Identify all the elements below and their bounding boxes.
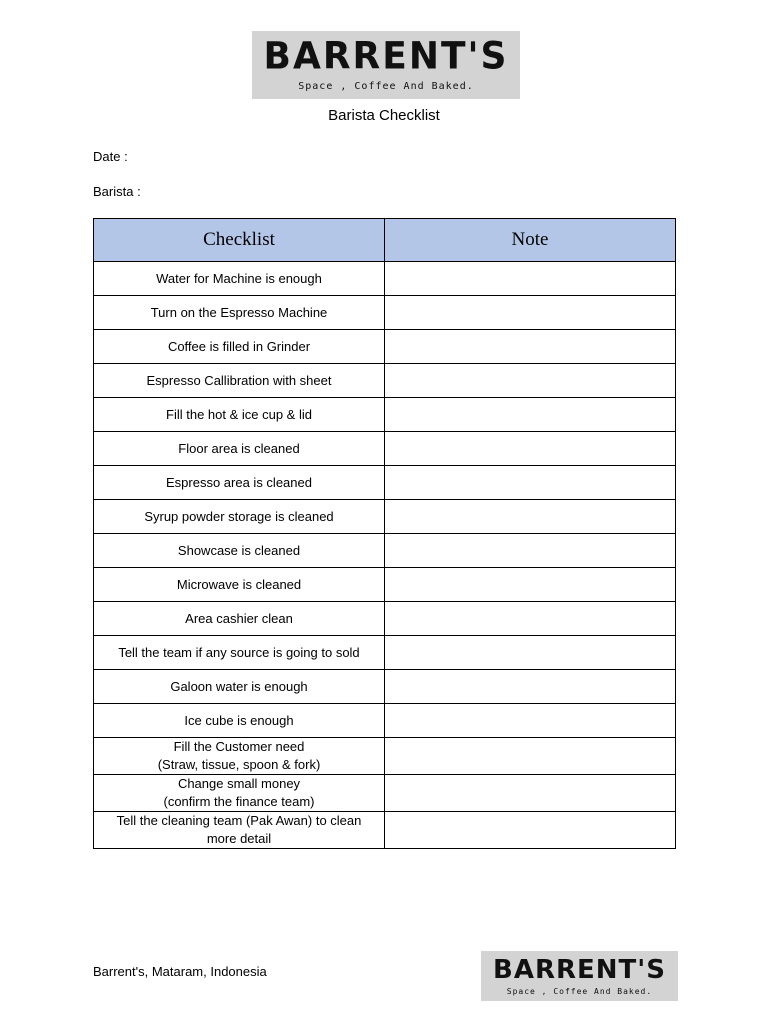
table-row — [94, 812, 676, 849]
checklist-item-text: (Straw, tissue, spoon & fork) — [157, 757, 321, 772]
checklist-item-text: (confirm the finance team) — [163, 794, 315, 809]
table-row — [94, 534, 676, 568]
note-cell[interactable] — [385, 432, 676, 466]
table-row — [94, 398, 676, 432]
footer-logo — [481, 951, 678, 1001]
table-row — [94, 704, 676, 738]
checklist-item-text: Fill the Customer need — [173, 739, 305, 754]
checklist-item-cell — [94, 812, 385, 849]
logo-wordmark: BARRENT'S — [263, 34, 509, 78]
checklist-item-text: Tell the cleaning team (Pak Awan) to clean — [116, 813, 362, 828]
logo-tagline: Space , Coffee And Baked. — [506, 986, 653, 996]
note-cell[interactable] — [385, 775, 676, 812]
note-cell[interactable] — [385, 812, 676, 849]
checklist-item-cell — [94, 262, 385, 296]
checklist-item-cell — [94, 738, 385, 775]
note-cell[interactable] — [385, 670, 676, 704]
checklist-item-text: Ice cube is enough — [184, 712, 294, 728]
table-row — [94, 500, 676, 534]
footer-address: Barrent's, Mataram, Indonesia — [93, 964, 267, 979]
checklist-item-text: Espresso area is cleaned — [166, 474, 312, 490]
note-cell[interactable] — [385, 262, 676, 296]
checklist-item-text: Change small money — [177, 776, 301, 791]
table-row — [94, 364, 676, 398]
table-row — [94, 670, 676, 704]
checklist-item-cell — [94, 500, 385, 534]
logo-wordmark: BARRENT'S — [493, 954, 666, 985]
note-cell[interactable] — [385, 398, 676, 432]
table-row — [94, 636, 676, 670]
table-row — [94, 262, 676, 296]
table-row — [94, 432, 676, 466]
checklist-body — [94, 262, 676, 849]
checklist-item-cell — [94, 364, 385, 398]
checklist-item-text: Tell the team if any source is going to sold — [118, 644, 360, 660]
barista-label: Barista : — [93, 184, 141, 199]
table-row — [94, 775, 676, 812]
note-cell[interactable] — [385, 704, 676, 738]
checklist-item-text: Galoon water is enough — [170, 678, 308, 694]
checklist-item-cell — [94, 775, 385, 812]
checklist-item-cell — [94, 330, 385, 364]
logo-tagline: Space , Coffee And Baked. — [298, 80, 474, 92]
table-row — [94, 568, 676, 602]
note-cell[interactable] — [385, 534, 676, 568]
note-cell[interactable] — [385, 636, 676, 670]
checklist-item-cell — [94, 466, 385, 500]
note-cell[interactable] — [385, 500, 676, 534]
note-cell[interactable] — [385, 364, 676, 398]
checklist-item-cell — [94, 398, 385, 432]
checklist-item-text: Microwave is cleaned — [176, 576, 302, 592]
note-cell[interactable] — [385, 466, 676, 500]
note-cell[interactable] — [385, 296, 676, 330]
note-cell[interactable] — [385, 330, 676, 364]
checklist-item-cell — [94, 432, 385, 466]
checklist-item-cell — [94, 568, 385, 602]
checklist-item-cell — [94, 534, 385, 568]
note-cell[interactable] — [385, 602, 676, 636]
note-cell[interactable] — [385, 568, 676, 602]
table-row — [94, 330, 676, 364]
checklist-item-cell — [94, 636, 385, 670]
note-cell[interactable] — [385, 738, 676, 775]
checklist-item-text: Coffee is filled in Grinder — [167, 338, 311, 354]
date-label: Date : — [93, 149, 128, 164]
table-header-row — [94, 219, 676, 262]
checklist-item-cell — [94, 296, 385, 330]
table-row — [94, 296, 676, 330]
checklist-table — [93, 218, 676, 849]
note-column-header: Note — [385, 219, 676, 262]
checklist-item-text: Area cashier clean — [185, 610, 293, 626]
checklist-item-text: Floor area is cleaned — [178, 440, 300, 456]
table-row — [94, 466, 676, 500]
checklist-item-text: more detail — [206, 831, 272, 846]
checklist-item-text: Fill the hot & ice cup & lid — [166, 406, 312, 422]
header-logo — [252, 31, 520, 99]
checklist-item-text: Syrup powder storage is cleaned — [144, 508, 334, 524]
checklist-item-text: Espresso Callibration with sheet — [146, 372, 332, 388]
table-row — [94, 738, 676, 775]
checklist-item-cell — [94, 602, 385, 636]
checklist-item-text: Showcase is cleaned — [177, 542, 301, 558]
checklist-item-text: Turn on the Espresso Machine — [150, 304, 328, 320]
checklist-column-header: Checklist — [94, 219, 385, 262]
table-row — [94, 602, 676, 636]
checklist-item-text: Water for Machine is enough — [156, 270, 322, 286]
document-title: Barista Checklist — [328, 107, 440, 124]
checklist-item-cell — [94, 670, 385, 704]
checklist-item-cell — [94, 704, 385, 738]
